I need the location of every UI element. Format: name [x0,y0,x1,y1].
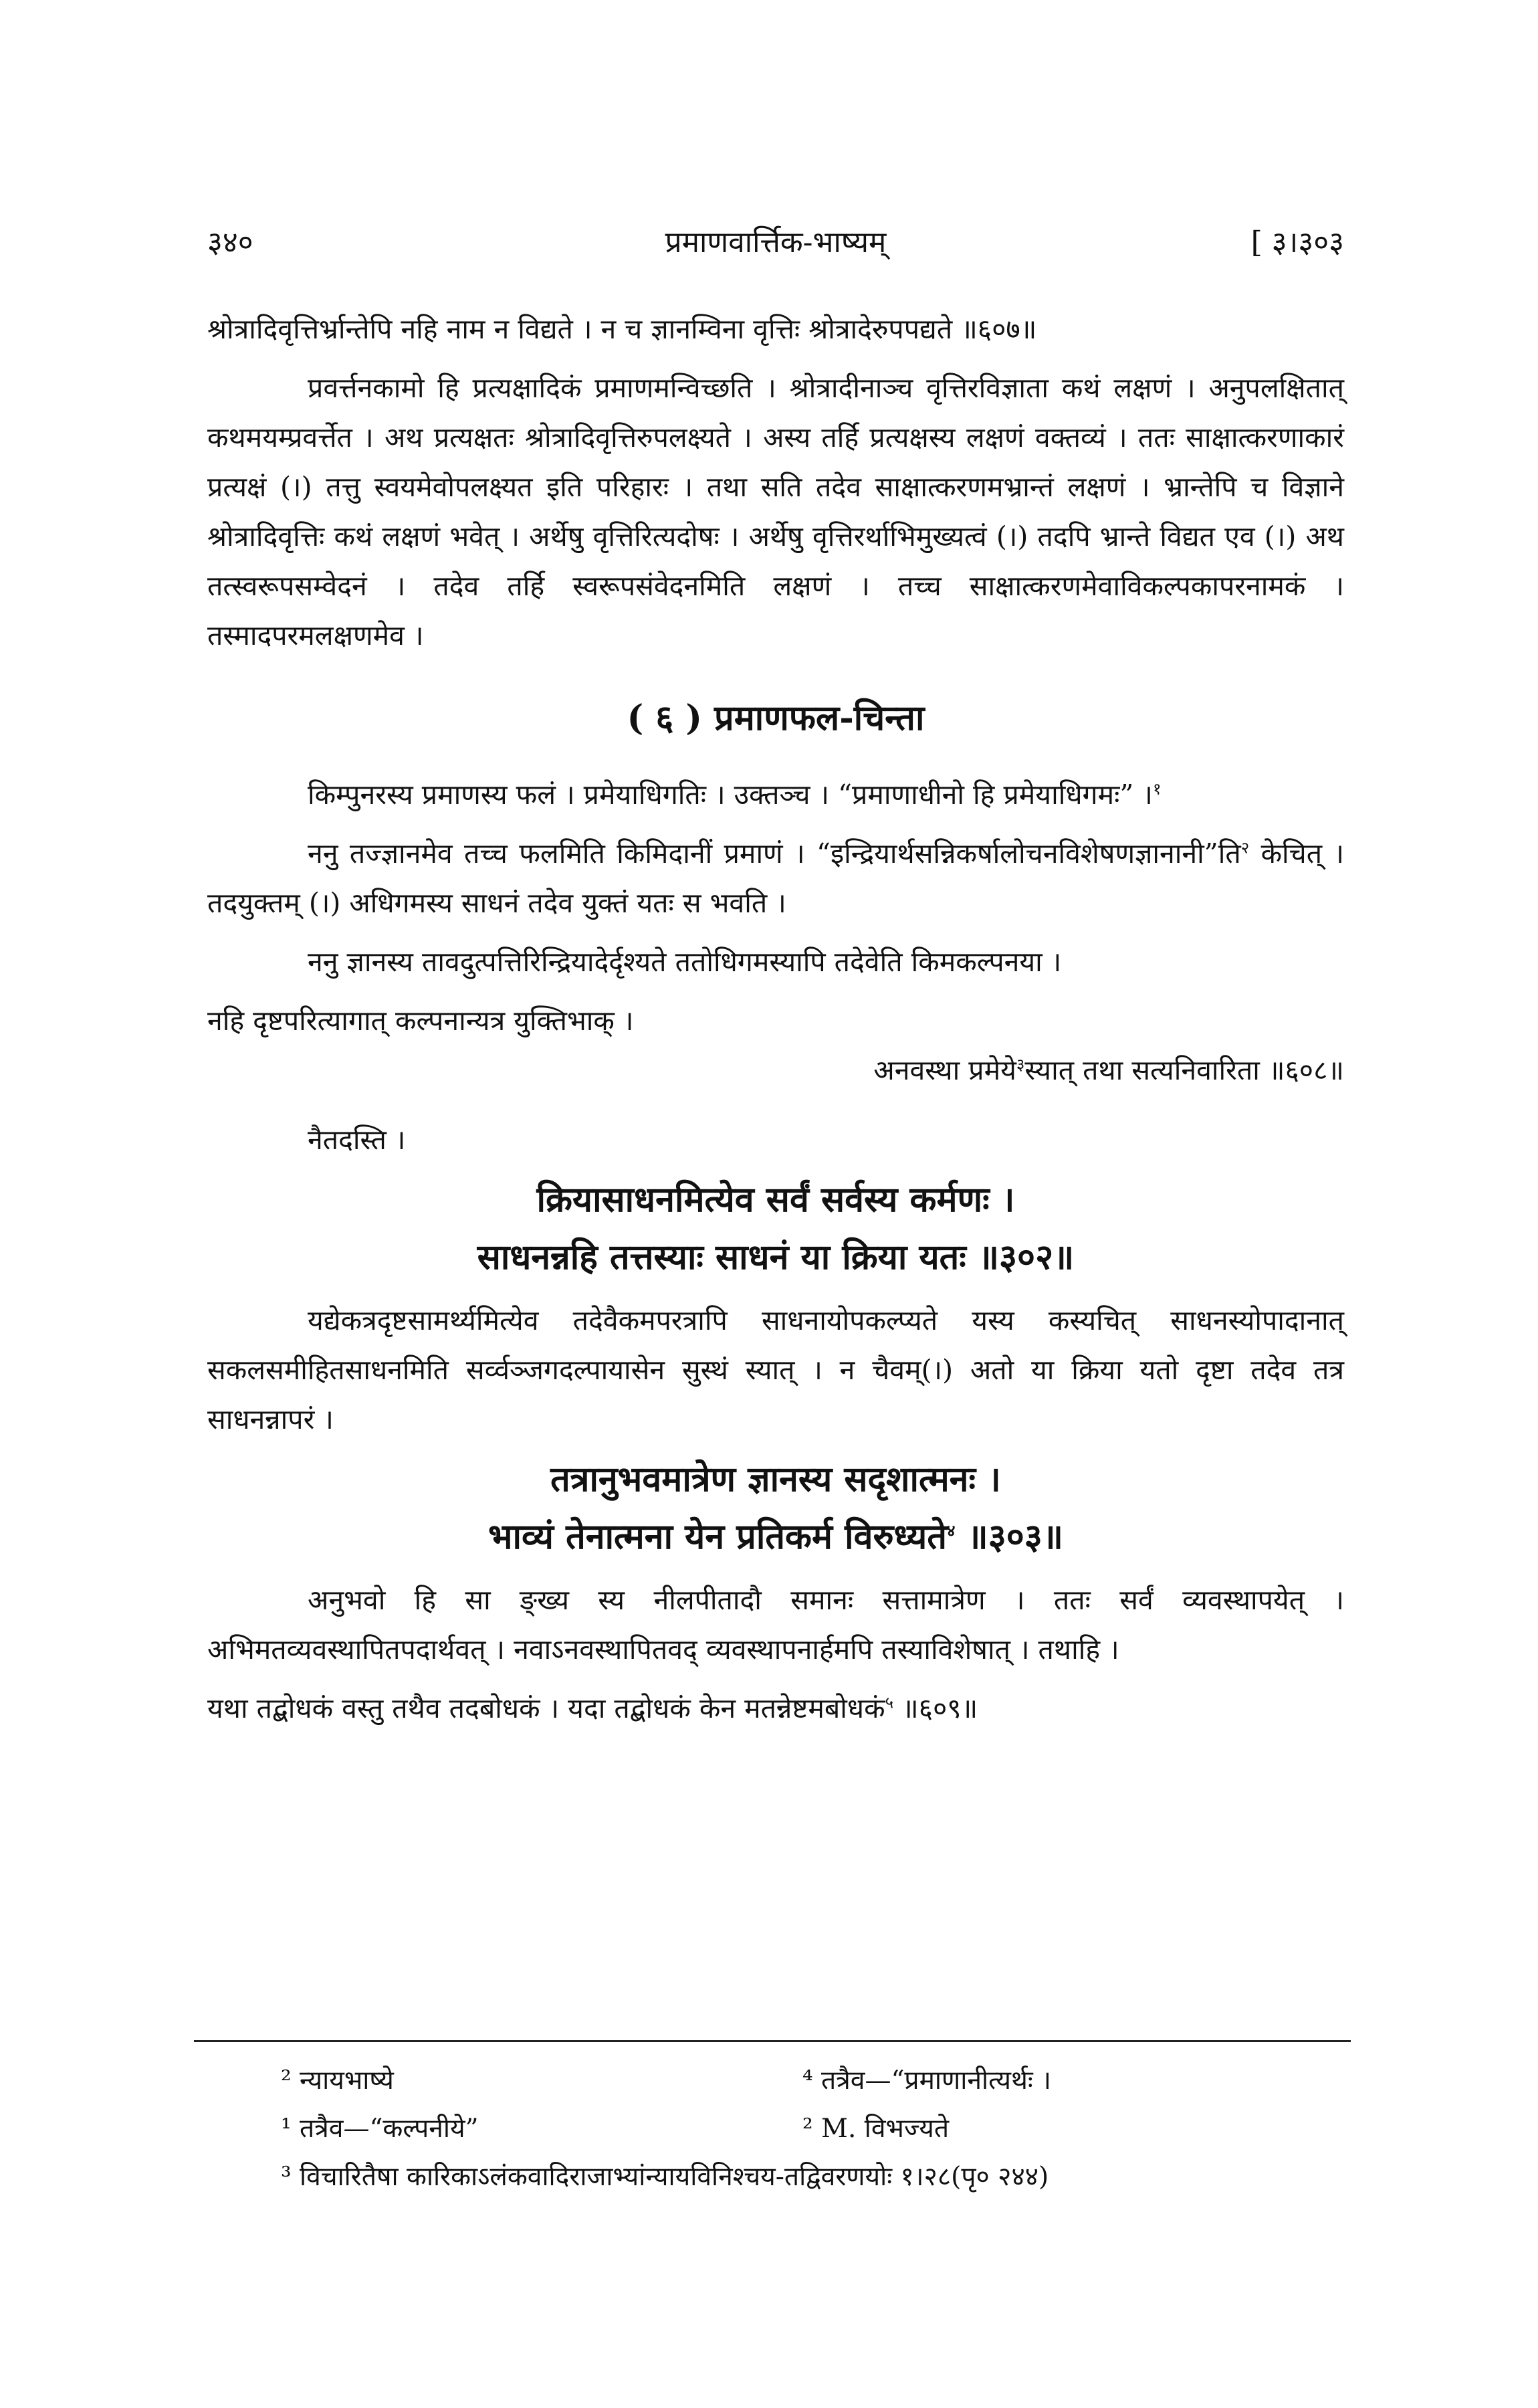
karika-line [207,1508,1344,1566]
paragraph: नैतदस्ति । [308,1124,406,1156]
verse-text: ॥६०९॥ [893,1692,978,1724]
footnote: ³ विचारितैषा कारिकाऽलंकवादिराजाभ्यांन्यायविनिश्चय-तद्विवरणयोः १।२८(पृ० २४४) [281,2162,1049,2192]
section-reference: [ ३।३०३ [1250,225,1344,260]
verse-text: यथा तद्बोधकं वस्तु तथैव तदबोधकं । यदा तद्बोधकं केन मतन्नेष्टमबोधकं [207,1692,885,1724]
verse-text: अनवस्था प्रमेये [873,1054,1016,1086]
karika-line: क्रियासाधनमित्येव सर्वं सर्वस्य कर्मणः । [536,1179,1015,1220]
section-heading: ( ६ ) प्रमाणफल-चिन्ता [627,698,925,738]
karika-302 [207,1171,1344,1286]
running-title: प्रमाणवार्त्तिक-भाष्यम् [665,225,887,260]
footnote: ⁴ तत्रैव—“प्रमाणानीत्यर्थः । [802,2066,1051,2096]
footnote-marker: ४ [946,1520,956,1540]
main-text [207,304,1344,1733]
verse-text: ॥३०३॥ [955,1516,1063,1557]
footnote: ² M. विभज्यते [802,2114,950,2144]
paragraph: प्रवर्त्तनकामो हि प्रत्यक्षादिकं प्रमाणमन्विच्छति । श्रोत्रादीनाञ्च वृत्तिरविज्ञाता कथं लक्षणं । अनुपलक्षितात् कथमयम्प्रवर्त्तेत । अथ प्रत्यक्षतः श्रोत्रादिवृत्तिरुपलक्ष्यते । अस्य तर्हि प्रत्यक्षस्य लक्षणं वक्तव्यं । ततः साक्षात्करणाकारं प्रत्यक्षं (।) तत्तु स्वयमेवोपलक्ष्यत इति परिहारः । तथा सति तदेव साक्षात्करणमभ्रान्तं लक्षणं । भ्रान्तेपि च विज्ञाने श्रोत्रादिवृत्तिः कथं लक्षणं भवेत् । अर्थेषु वृत्तिरित्यदोषः । अर्थेषु वृत्तिरर्थाभिमुख्यत्वं (।) तदपि भ्रान्ते विद्यत एव (।) अथ तत्स्वरूपसम्वेदनं । तदेव तर्हि स्वरूपसंवेदनमिति लक्षणं । तच्च साक्षात्करणमेवाविकल्पकापरनामकं । तस्मादपरमलक्षणमेव । [207,372,1344,651]
karika-line: तत्रानुभवमात्रेण ज्ञानस्य सदृशात्मनः । [550,1459,1001,1500]
verse-608-line-2 [207,1045,1344,1095]
paragraph: ननु ज्ञानस्य तावदुत्पत्तिरिन्द्रियादेर्दृश्यते ततोधिगमस्यापि तदेवेति किमकल्पनया । [308,946,1062,978]
paragraph [207,770,1344,819]
footnote-marker: ३ [1016,1055,1025,1074]
footnote-row [281,2153,1364,2201]
paragraph [207,829,1344,928]
paragraph: यद्येकत्रदृष्टसामर्थ्यमित्येव तदेवैकमपरत्रापि साधनायोपकल्प्यते यस्य कस्यचित् साधनस्योपादानात् सकलसमीहितसाधनमिति सर्व्वञ्जगदल्पायासेन सुस्थं स्यात् । न चैवम्(।) अतो या क्रिया यतो दृष्टा तदेव तत्र साधनन्नापरं । [207,1304,1344,1435]
footnote-row [281,2105,1364,2153]
footnote-marker: ५ [885,1693,894,1712]
karika-line: साधनन्नहि तत्तस्याः साधनं या क्रिया यतः ॥३०२॥ [477,1237,1075,1278]
page-number: ३४० [207,225,253,260]
verse-text: स्यात् तथा सत्यनिवारिता ॥६०८॥ [1024,1054,1344,1086]
footnote-marker: १ [1152,779,1162,799]
verse-608-line-1: नहि दृष्टपरित्यागात् कल्पनान्यत्र युक्तिभाक् । [207,1005,634,1037]
footnote-marker: २ [1240,838,1250,858]
verse-609 [207,1684,1344,1733]
paragraph: अनुभवो हि सा ङ्ख्य स्य नीलपीतादौ समानः सत्तामात्रेण । ततः सर्वं व्यवस्थापयेत् । अभिमतव्यवस्थापितपदार्थवत् । नवाऽनवस्थापितवद् व्यवस्थापनार्हमपि तस्याविशेषात् । तथाहि । [207,1584,1344,1666]
running-header [207,221,1344,274]
verse-text: भाव्यं तेनात्मना येन प्रतिकर्म विरुध्यते [488,1516,947,1557]
paragraph-text: केचित् । तदयुक्तम् (।) अधिगमस्य साधनं तदेव युक्तं यतः स भवति । [207,837,1344,919]
footnotes [281,2057,1364,2201]
paragraph-text: किम्पुनरस्य प्रमाणस्य फलं । प्रमेयाधिगतिः । उक्तञ्च । “प्रमाणाधीनो हि प्रमेयाधिगमः” । [308,779,1153,811]
footnote: ² न्यायभाष्ये [281,2066,394,2096]
footnote-divider [194,2040,1351,2042]
karika-303 [207,1451,1344,1566]
footnote: ¹ तत्रैव—“कल्पनीये” [281,2114,479,2144]
paragraph-text: ननु तज्ज्ञानमेव तच्च फलमिति किमिदानीं प्रमाणं । “इन्द्रियार्थसन्निकर्षालोचनविशेषणज्ञानानी”ति [308,837,1241,870]
verse-607: श्रोत्रादिवृत्तिर्भ्रान्तेपि नहि नाम न विद्यते । न च ज्ञानम्विना वृत्तिः श्रोत्रादेरुपपद्यते ॥६०७॥ [207,313,1037,345]
footnote-row [281,2057,1364,2105]
